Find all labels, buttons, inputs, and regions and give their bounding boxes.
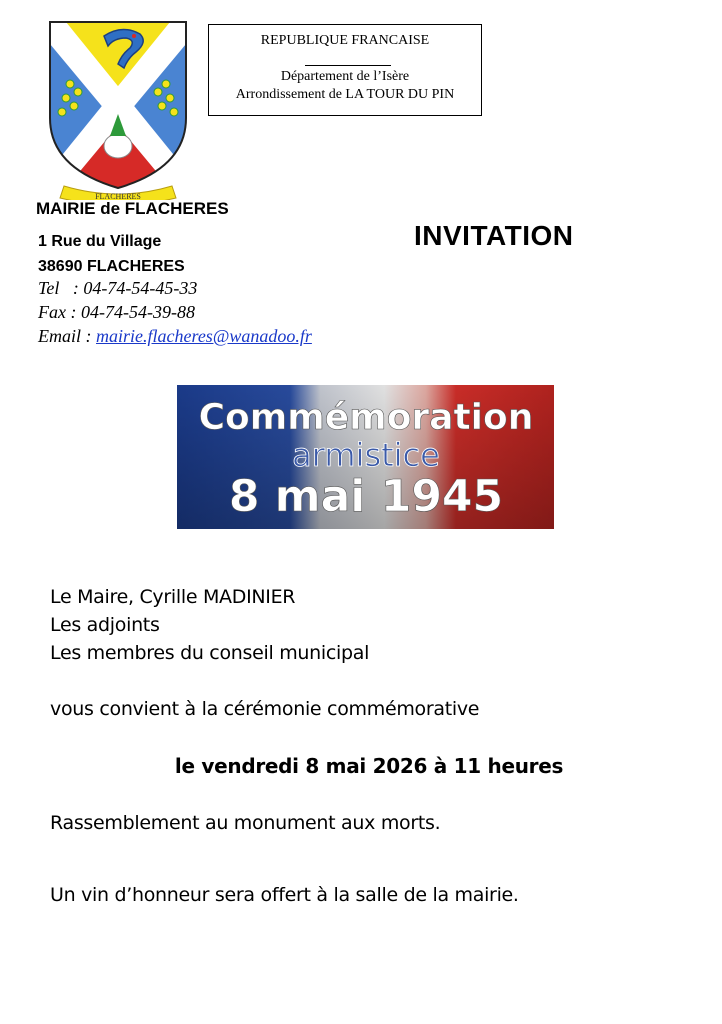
fax-number: Fax : 04-74-54-39-88	[38, 302, 195, 322]
department-label: Département de l’Isère	[280, 69, 410, 84]
vin-honneur-line: Un vin d’honneur sera offert à la salle de la mairie.	[50, 884, 519, 906]
phone-number: Tel : 04-74-54-45-33	[38, 278, 198, 298]
maire-line: Le Maire, Cyrille MADINIER	[50, 586, 296, 608]
republic-title: REPUBLIQUE FRANCAISE	[260, 33, 430, 48]
commemoration-banner	[177, 385, 554, 529]
coat-of-arms-icon	[44, 18, 192, 200]
adjoints-line: Les adjoints	[50, 614, 160, 636]
email-label: Email :	[38, 326, 96, 346]
membres-line: Les membres du conseil municipal	[50, 642, 370, 664]
divider	[305, 65, 391, 66]
rassemblement-line: Rassemblement au monument aux morts.	[50, 812, 441, 834]
invitation-title: INVITATION	[414, 220, 574, 251]
email-line	[38, 326, 312, 347]
address-city: 38690 FLACHERES	[38, 258, 185, 275]
svg-text:FLACHERES: FLACHERES	[95, 192, 141, 200]
event-date: le vendredi 8 mai 2026 à 11 heures	[174, 754, 564, 778]
banner-line1: Commémoration	[198, 397, 534, 438]
convient-line: vous convient à la cérémonie commémorative	[50, 698, 480, 720]
republic-header-box	[208, 24, 482, 116]
banner-line2: armistice	[292, 436, 440, 474]
email-link[interactable]: mairie.flacheres@wanadoo.fr	[96, 326, 312, 346]
banner-line3: 8 mai 1945	[228, 471, 504, 522]
arrondissement-label: Arrondissement de LA TOUR DU PIN	[235, 87, 455, 102]
mairie-name: MAIRIE de FLACHERES	[36, 199, 229, 218]
address-street: 1 Rue du Village	[38, 233, 162, 250]
